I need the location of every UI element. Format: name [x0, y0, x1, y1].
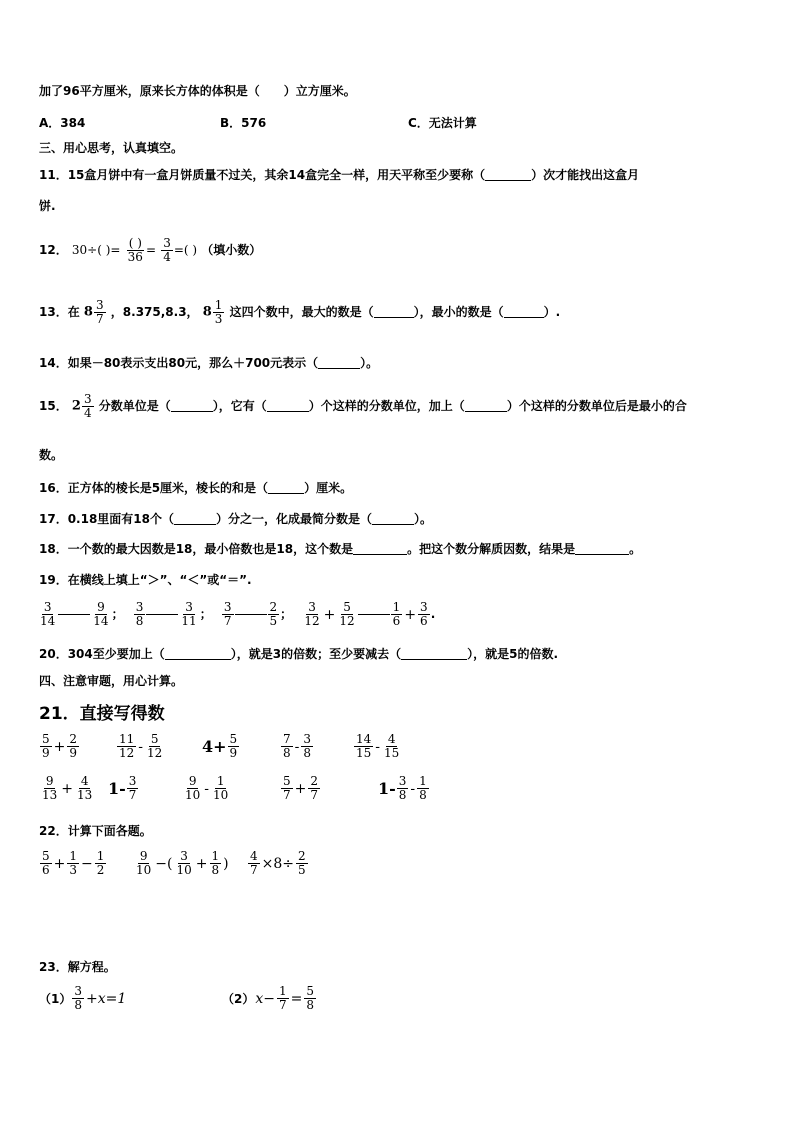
answer-blank[interactable]	[268, 481, 304, 494]
equation-1: （1） $\frac{3}{8}$ +x=1	[39, 984, 127, 1012]
mental-calc-item: $\frac{9}{13}$ + $\frac{4}{13}$	[42, 774, 93, 802]
mental-calc-item: $\frac{11}{12}$ - $\frac{5}{12}$	[119, 732, 163, 760]
question-14: 14．如果－80表示支出80元，那么＋700元表示（ ）。	[39, 356, 379, 370]
question-11: 11．15盒月饼中有一盒月饼质量不过关，其余14盒完全一样，用天平称至少要称（ ）次才能找出这盒月	[39, 168, 640, 182]
compare-blank[interactable]	[146, 614, 178, 615]
answer-blank[interactable]	[267, 399, 309, 412]
calc-expression: $\frac{5}{6}$ + $\frac{1}{3}$ − $\frac{1}{2}$	[42, 849, 105, 877]
option-a: A．384	[39, 116, 86, 130]
question-10-text: 加了96平方厘米，原来长方体的体积是（ ）立方厘米。	[39, 84, 356, 98]
section-3-heading: 三、用心思考，认真填空。	[39, 141, 184, 155]
compare-blank[interactable]	[235, 614, 267, 615]
mental-calc-item: 4+ $\frac{5}{9}$	[202, 732, 238, 760]
compare-blank[interactable]	[358, 614, 390, 615]
calc-expression: $\frac{9}{10}$ −( $\frac{3}{10}$ + $\frac{1}{8}$ )	[136, 849, 229, 877]
answer-paren[interactable]: ( )	[128, 236, 142, 250]
question-15-line2: 数。	[39, 448, 64, 462]
question-13: 13．在 8 $\frac{3}{7}$ ，8.375,8.3， 8 $\frac{1}{3}$ 这四个数中，最大的数是（ ），最小的数是（ ）.	[39, 298, 561, 326]
question-17: 17．0.18里面有18个（ ）分之一，化成最简分数是（ ）。	[39, 512, 433, 526]
answer-blank[interactable]	[372, 512, 414, 525]
question-21-title: 21．直接写得数	[39, 704, 165, 724]
answer-blank[interactable]	[165, 647, 231, 660]
question-19-comparisons: $\frac{3}{14}$ $\frac{9}{14}$ ； $\frac{3}{8}$ $\frac{3}{11}$ ； $\frac{3}{7}$ $\frac{2}{5}$ ； $\frac{3}{12}$ + $\frac{5}{12}$ $\frac{1}{6}$ + $\frac{3}{6}$ .	[40, 600, 436, 628]
compare-blank[interactable]	[58, 614, 90, 615]
equation-2: （2）x− $\frac{1}{7}$ = $\frac{5}{8}$	[222, 984, 315, 1012]
answer-blank[interactable]	[401, 647, 467, 660]
question-23-title: 23．解方程。	[39, 960, 116, 974]
question-12: 12． 30÷( )= ( ) 36 = $\frac{3}{4}$ =( ) （填小数）	[39, 236, 262, 264]
answer-blank[interactable]	[465, 399, 507, 412]
answer-blank[interactable]	[485, 168, 531, 181]
answer-blank[interactable]	[374, 305, 414, 318]
section-4-heading: 四、注意审题，用心计算。	[39, 674, 184, 688]
answer-blank[interactable]	[318, 356, 360, 369]
question-11-line2: 饼.	[39, 199, 56, 213]
answer-blank[interactable]	[353, 542, 407, 555]
mental-calc-item: $\frac{7}{8}$ - $\frac{3}{8}$	[283, 732, 312, 760]
question-15: 15． 2 $\frac{3}{4}$ 分数单位是（ ），它有（ ）个这样的分数单位，加上（ ）个这样的分数单位后是最小的合	[39, 392, 687, 420]
calc-expression: $\frac{4}{7}$ ×8÷ $\frac{2}{5}$	[250, 849, 306, 877]
mental-calc-item: $\frac{14}{15}$ - $\frac{4}{15}$	[356, 732, 400, 760]
question-22-title: 22．计算下面各题。	[39, 824, 152, 838]
option-c: C．无法计算	[408, 116, 477, 130]
answer-blank[interactable]	[575, 542, 629, 555]
mental-calc-item: $\frac{5}{7}$ + $\frac{2}{7}$	[283, 774, 319, 802]
answer-blank[interactable]	[171, 399, 213, 412]
question-18: 18．一个数的最大因数是18，最小倍数也是18，这个数是 。把这个数分解质因数，结果是 。	[39, 542, 642, 556]
answer-blank[interactable]	[174, 512, 216, 525]
question-16: 16．正方体的棱长是5厘米，棱长的和是（ ）厘米。	[39, 481, 353, 495]
answer-blank[interactable]	[504, 305, 544, 318]
mental-calc-item: $\frac{9}{10}$ - $\frac{1}{10}$	[185, 774, 229, 802]
option-b: B．576	[220, 116, 267, 130]
mental-calc-item: 1- $\frac{3}{8}$ - $\frac{1}{8}$	[378, 774, 427, 802]
question-19: 19．在横线上填上“＞”、“＜”或“＝”.	[39, 573, 252, 587]
mental-calc-item: $\frac{5}{9}$ + $\frac{2}{9}$	[42, 732, 78, 760]
question-20: 20．304至少要加上（ ），就是3的倍数；至少要减去（ ），就是5的倍数.	[39, 647, 559, 661]
answer-paren[interactable]: ( )	[183, 243, 198, 257]
mental-calc-item: 1- $\frac{3}{7}$	[108, 774, 137, 802]
answer-paren[interactable]: ( )	[97, 243, 111, 257]
